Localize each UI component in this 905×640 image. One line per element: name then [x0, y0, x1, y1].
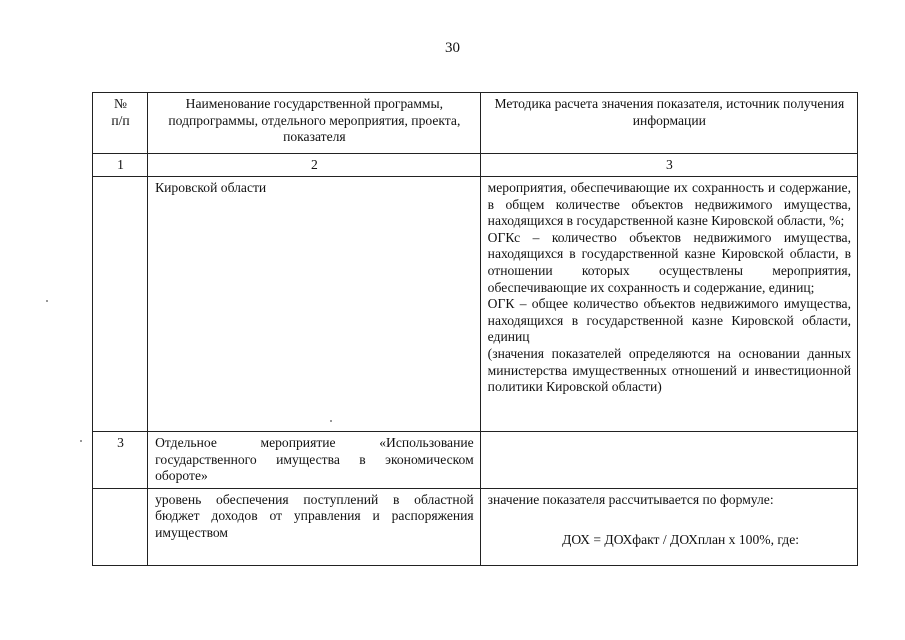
header-method-text: Методика расчета значения показателя, источник получения информации [494, 96, 845, 128]
row-method [480, 177, 857, 432]
row-name: уровень обеспечения поступлений в областной бюджет доходов от управления и распоряжения имуществом [148, 488, 481, 565]
indicator-methodology-table [92, 92, 858, 566]
formula: ДОХ = ДОХфакт / ДОХплан х 100%, где: [562, 532, 799, 548]
table-row [93, 177, 858, 432]
header-number-text: № п/п [111, 96, 130, 128]
table-row [93, 488, 858, 565]
method-paragraph: (значения показателей определяются на основании данных министерства имущественных отношений и инвестиционной политики Кировской области) [487, 345, 851, 395]
column-number-row [93, 154, 858, 177]
method-paragraph: мероприятия, обеспечивающие их сохранность и содержание, в общем количестве объектов недвижимого имущества, находящихся в государственной казне Кировской области, %; [487, 180, 851, 229]
row-number [93, 177, 148, 432]
row-number: 3 [93, 432, 148, 489]
column-number-1: 1 [93, 154, 148, 177]
table-header-row [93, 93, 858, 154]
row-method [480, 488, 857, 565]
header-name-text: Наименование государственной программы, подпрограммы, отдельного мероприятия, проекта, показателя [168, 96, 461, 145]
scan-speck [330, 420, 332, 422]
row-method [480, 432, 857, 489]
scan-speck [46, 300, 48, 302]
table-row [93, 432, 858, 489]
header-method [480, 93, 857, 154]
row-name: Отдельное мероприятие «Использование государственного имущества в экономическом обороте» [148, 432, 481, 489]
page-number: 30 [445, 40, 460, 56]
row-name: Кировской области [148, 177, 481, 432]
row-number [93, 488, 148, 565]
header-number [93, 93, 148, 154]
method-paragraph: значение показателя рассчитывается по формуле: [487, 491, 774, 507]
method-paragraph: ОГКс – количество объектов недвижимого имущества, находящихся в государственной казне Кировской области, в отношении которых осуществлены мероприятия, обеспечивающие их сохранность и содержание, единиц; [487, 229, 851, 295]
column-number-2: 2 [148, 154, 481, 177]
scan-speck [80, 440, 82, 442]
column-number-3: 3 [480, 154, 857, 177]
header-name [148, 93, 481, 154]
method-paragraph: ОГК – общее количество объектов недвижимого имущества, находящихся в государственной казне Кировской области, единиц [487, 296, 851, 345]
